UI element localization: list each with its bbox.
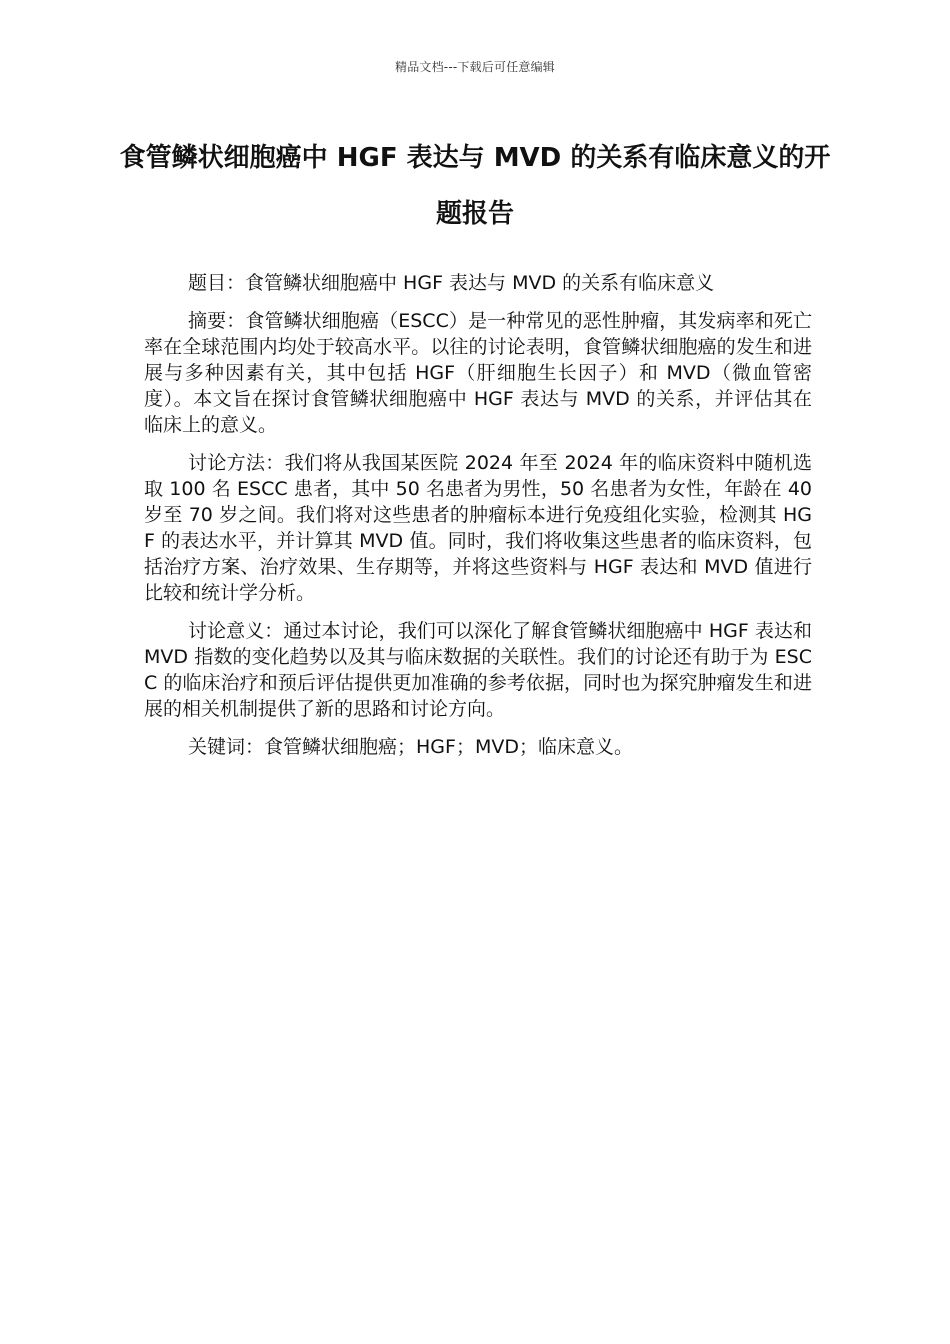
keywords-label: 关键词： [188, 736, 265, 758]
document-title: 食管鳞状细胞癌中 HGF 表达与 MVD 的关系有临床意义的开题报告 [119, 143, 831, 229]
abstract-label: 摘要： [188, 310, 246, 332]
keywords-paragraph [144, 734, 812, 760]
topic-paragraph [144, 270, 812, 296]
header-note: 精品文档---下载后可任意编辑 [395, 60, 555, 74]
significance-paragraph [144, 618, 812, 722]
abstract-text: 食管鳞状细胞癌（ESCC）是一种常见的恶性肿瘤，其发病率和死亡率在全球范围内均处于较高水平。以往的讨论表明，食管鳞状细胞癌的发生和进展与多种因素有关，其中包括 HGF（肝细胞生长因子）和 MVD（微血管密度）。本文旨在探讨食管鳞状细胞癌中 HGF 表达与 MVD 的关系，并评估其在临床上的意义。 [144, 310, 812, 436]
document-body [144, 270, 812, 772]
significance-label: 讨论意义： [188, 620, 284, 642]
abstract-paragraph [144, 308, 812, 438]
methods-label: 讨论方法： [188, 452, 285, 474]
topic-text: 食管鳞状细胞癌中 HGF 表达与 MVD 的关系有临床意义 [245, 272, 715, 294]
methods-paragraph [144, 450, 812, 606]
topic-label: 题目： [188, 272, 246, 294]
keywords-text: 食管鳞状细胞癌；HGF；MVD；临床意义。 [264, 736, 633, 758]
methods-text: 我们将从我国某医院 2024 年至 2024 年的临床资料中随机选取 100 名 ESCC 患者，其中 50 名患者为男性，50 名患者为女性，年龄在 40 岁至 70 岁之间。我们将对这些患者的肿瘤标本进行免疫组化实验，检测其 HGF 的表达水平，并计算其 MVD 值。同时，我们将收集这些患者的临床资料，包括治疗方案、治疗效果、生存期等，并将这些资料与 HGF 表达和 MVD 值进行比较和统计学分析。 [144, 452, 812, 604]
significance-text: 通过本讨论，我们可以深化了解食管鳞状细胞癌中 HGF 表达和 MVD 指数的变化趋势以及其与临床数据的关联性。我们的讨论还有助于为 ESCC 的临床治疗和预后评估提供更加准确的参考依据，同时也为探究肿瘤发生和进展的相关机制提供了新的思路和讨论方向。 [144, 620, 812, 720]
